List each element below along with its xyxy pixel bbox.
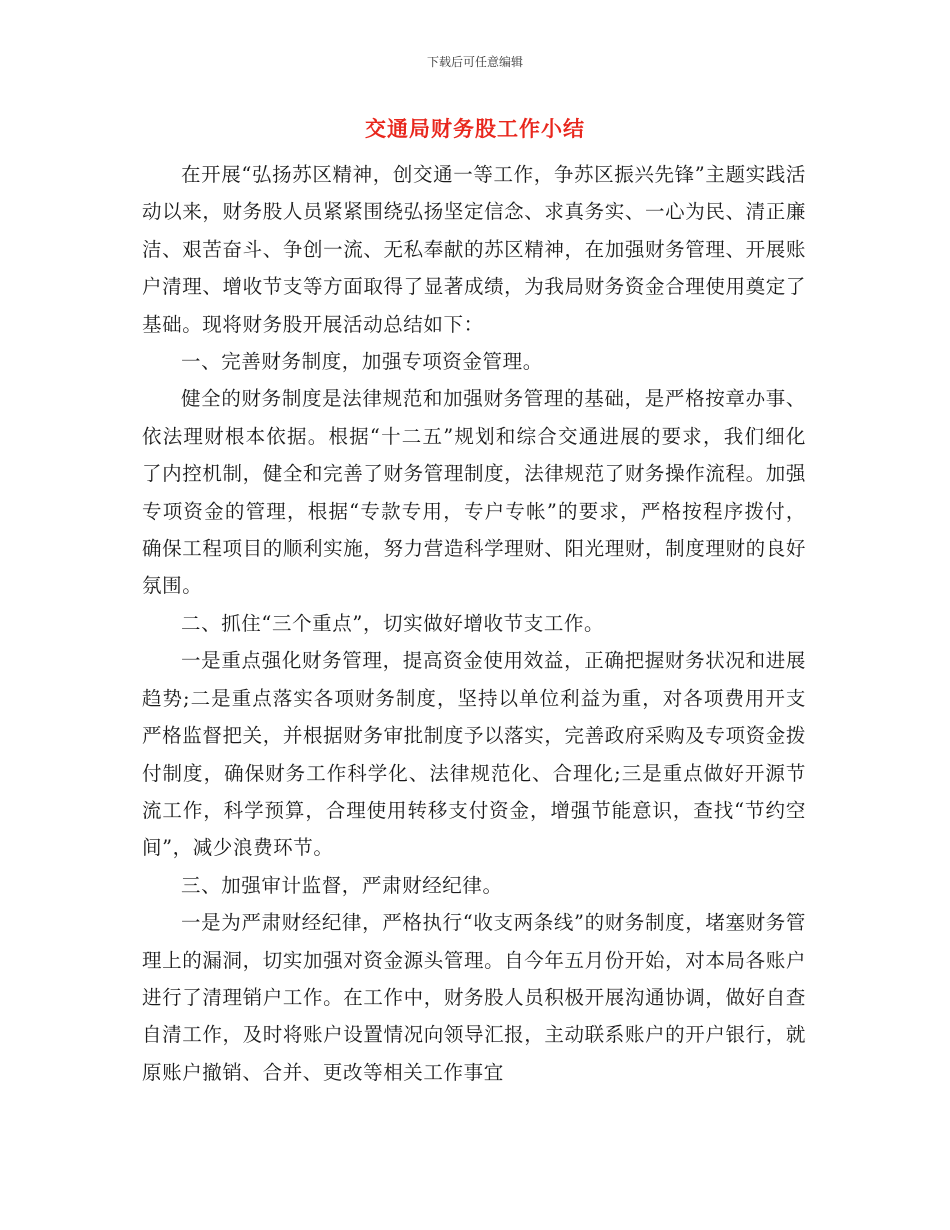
section-heading-1: 一、完善财务制度，加强专项资金管理。 [181, 350, 543, 374]
document-title: 交通局财务股工作小结 [365, 117, 585, 141]
section-heading-3: 三、加强审计监督，严肃财经纪律。 [181, 873, 503, 897]
paragraph-section-1: 健全的财务制度是法律规范和加强财务管理的基础，是严格按章办事、依法理财根本依据。根据“十二五”规划和综合交通进展的要求，我们细化了内控机制，健全和完善了财务管理制度，法律规范了财务操作流程。加强专项资金的管理，根据“专款专用，专户专帐”的要求，严格按程序拨付，确保工程项目的顺利实施，努力营造科学理财、阳光理财，制度理财的良好氛围。 [142, 387, 806, 598]
paragraph-section-3: 一是为严肃财经纪律，严格执行“收支两条线”的财务制度，堵塞财务管理上的漏洞，切实加强对资金源头管理。自今年五月份开始，对本局各账户进行了清理销户工作。在工作中，财务股人员积极开展沟通协调，做好自查自清工作，及时将账户设置情况向领导汇报，主动联系账户的开户银行，就原账户撤销、合并、更改等相关工作事宜 [142, 911, 806, 1084]
paragraph-section-2: 一是重点强化财务管理，提高资金使用效益，正确把握财务状况和进展趋势;二是重点落实各项财务制度，坚持以单位利益为重，对各项费用开支严格监督把关，并根据财务审批制度予以落实，完善政府采购及专项资金拨付制度，确保财务工作科学化、法律规范化、合理化;三是重点做好开源节流工作，科学预算，合理使用转移支付资金，增强节能意识，查找“节约空间”，减少浪费环节。 [142, 649, 806, 860]
paragraph-intro: 在开展“弘扬苏区精神，创交通一等工作，争苏区振兴先锋”主题实践活动以来，财务股人员紧紧围绕弘扬坚定信念、求真务实、一心为民、清正廉洁、艰苦奋斗、争创一流、无私奉献的苏区精神，在加强财务管理、开展账户清理、增收节支等方面取得了显著成绩，为我局财务资金合理使用奠定了基础。现将财务股开展活动总结如下： [142, 163, 806, 336]
page-header-note: 下载后可任意编辑 [426, 55, 523, 69]
document-body [142, 156, 806, 1091]
section-heading-2: 二、抓住“三个重点”，切实做好增收节支工作。 [181, 611, 605, 635]
